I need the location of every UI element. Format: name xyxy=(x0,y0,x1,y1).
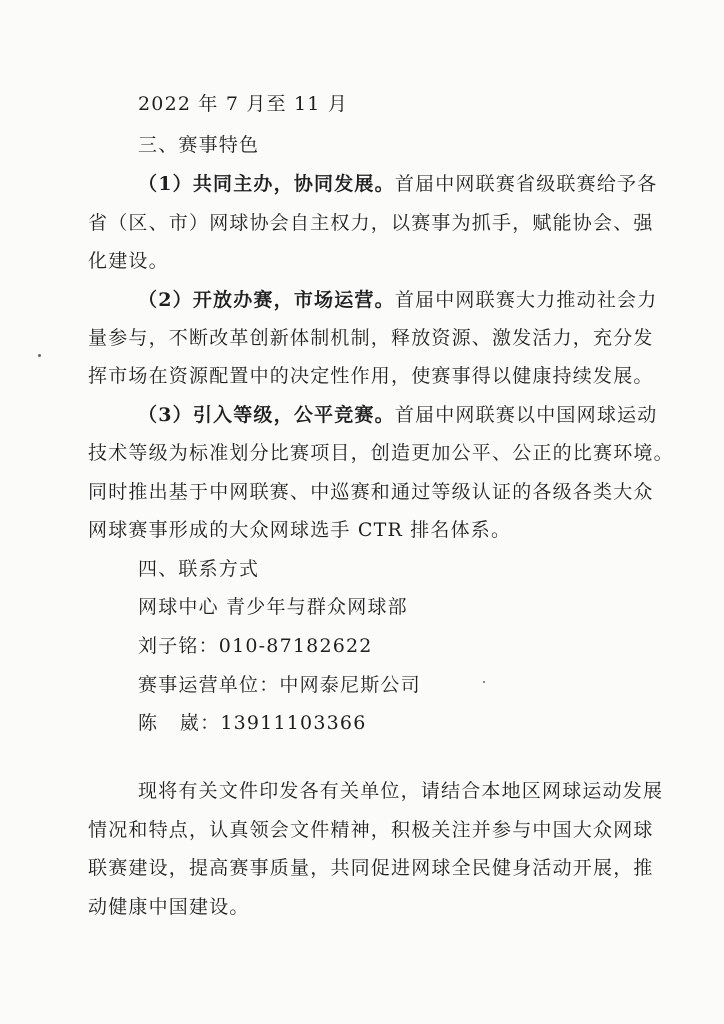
item3-line2: 技术等级为标准划分比赛项目，创造更加公平、公正的比赛环境。 xyxy=(88,442,674,464)
closing-line4: 动健康中国建设。 xyxy=(88,896,250,918)
item1-heading: （1）共同主办，协同发展。 xyxy=(138,173,395,195)
contact-person-liu: 刘子铭：010-87182622 xyxy=(138,635,373,657)
section-heading-features: 三、赛事特色 xyxy=(138,134,260,156)
contact-department: 网球中心 青少年与群众网球部 xyxy=(138,596,408,618)
contact-person-chen: 陈 崴：13911103366 xyxy=(138,712,367,734)
item2-text: 首届中网联赛大力推动社会力 xyxy=(394,289,658,311)
item3-line4: 网球赛事形成的大众网球选手 CTR 排名体系。 xyxy=(88,519,512,541)
item1-line2: 省（区、市）网球协会自主权力，以赛事为抓手，赋能协会、强 xyxy=(88,212,654,234)
item2-line2: 量参与，不断改革创新体制机制，释放资源、激发活力，充分发 xyxy=(88,327,654,349)
item3-text: 首届中网联赛以中国网球运动 xyxy=(394,404,658,426)
scan-speck xyxy=(483,681,485,683)
closing-line3: 联赛建设，提高赛事质量，共同促进网球全民健身活动开展，推 xyxy=(88,857,654,879)
section-heading-contact: 四、联系方式 xyxy=(138,558,260,580)
item1-line3: 化建设。 xyxy=(88,250,169,272)
item1-text: 首届中网联赛省级联赛给予各 xyxy=(394,173,658,195)
item1-line1 xyxy=(138,172,657,196)
date-range: 2022 年 7 月至 11 月 xyxy=(138,93,349,115)
closing-line2: 情况和特点，认真领会文件精神，积极关注并参与中国大众网球 xyxy=(88,819,654,841)
item3-heading: （3）引入等级，公平竞赛。 xyxy=(138,404,395,426)
closing-line1: 现将有关文件印发各有关单位，请结合本地区网球运动发展 xyxy=(138,780,664,802)
item2-heading: （2）开放办赛，市场运营。 xyxy=(138,289,395,311)
item2-line1 xyxy=(138,288,657,312)
contact-operator: 赛事运营单位：中网泰尼斯公司 xyxy=(138,674,421,696)
item3-line3: 同时推出基于中网联赛、中巡赛和通过等级认证的各级各类大众 xyxy=(88,481,654,503)
item2-line3: 挥市场在资源配置中的决定性作用，使赛事得以健康持续发展。 xyxy=(88,365,654,387)
item3-line1 xyxy=(138,403,657,427)
scan-speck xyxy=(38,354,41,357)
